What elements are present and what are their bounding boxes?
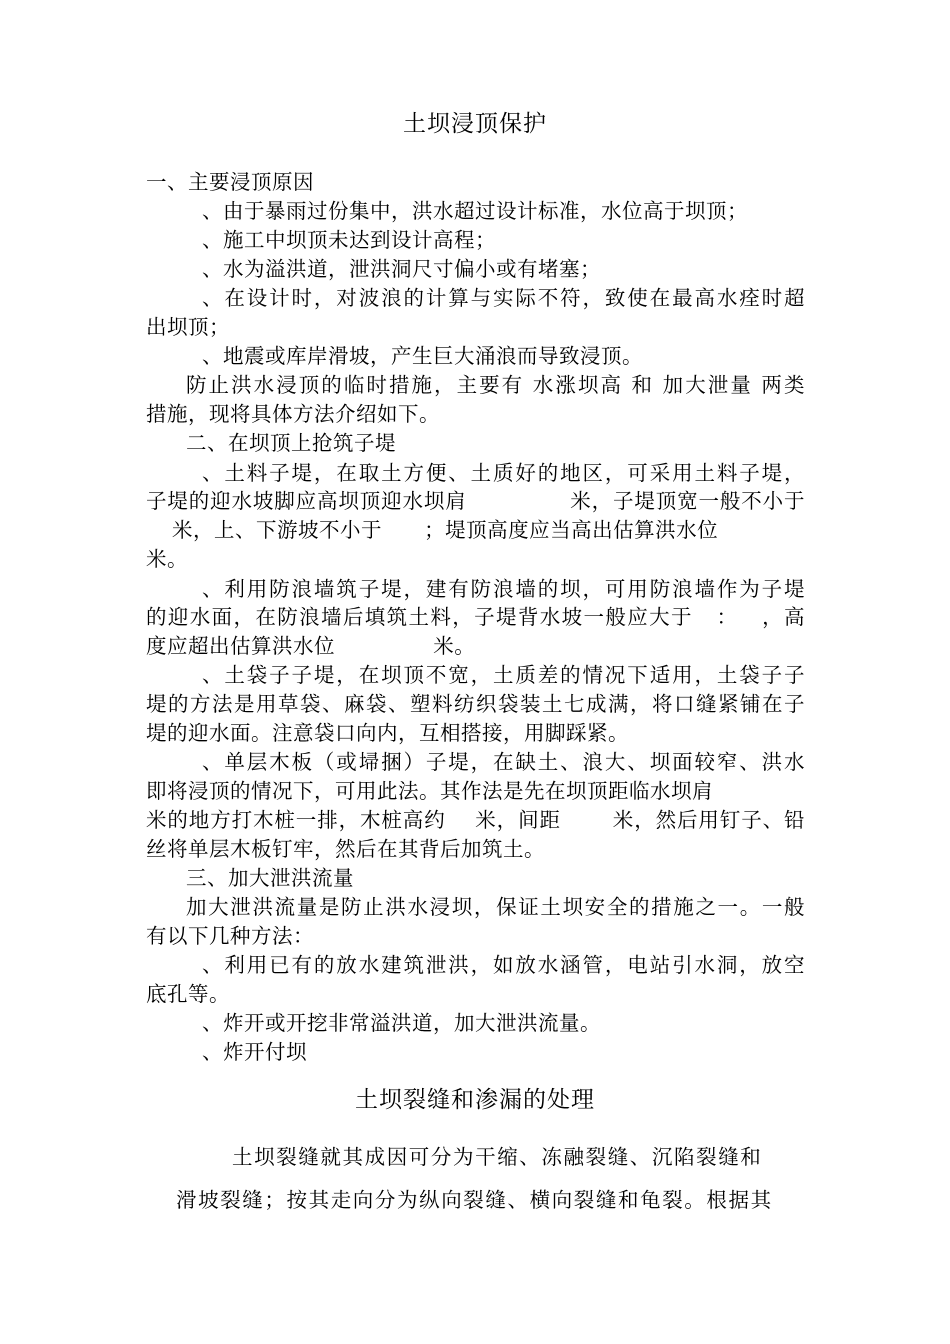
section-1-heading: 一、主要浸顶原因 [146, 170, 314, 194]
list-item-cont: 的迎水面，在防浪墙后填筑土料，子堤背水坡一般应大于 ： ，高 [146, 605, 805, 629]
list-item: 、利用防浪墙筑子堤，建有防浪墙的坝，可用防浪墙作为子堤 [202, 577, 805, 601]
list-item: 、施工中坝顶未达到设计高程； [202, 228, 496, 252]
list-item: 、土袋子子堤，在坝顶不宽，土质差的情况下适用，土袋子子 [202, 663, 805, 687]
doc-title-1: 土坝浸顶保护 [403, 111, 547, 137]
list-item: 、在设计时，对波浪的计算与实际不符，致使在最高水痊时超 [202, 286, 805, 310]
list-item-cont: 底孔等。 [146, 982, 230, 1006]
list-item-cont: 米的地方打木桩一排，木桩高约 米，间距 米，然后用钉子、铅 [146, 808, 805, 832]
list-item-cont: 子堤的迎水坡脚应高坝顶迎水坝肩 米，子堤顶宽一般不小于 [146, 489, 805, 513]
paragraph-cont: 滑坡裂缝；按其走向分为纵向裂缝、横向裂缝和龟裂。根据其 [176, 1188, 773, 1212]
list-item-cont: 堤的迎水面。注意袋口向内，互相搭接，用脚踩紧。 [146, 721, 629, 745]
list-item-cont: 米，上、下游坡不小于 ；堤顶高度应当高出估算洪水位 [172, 518, 719, 542]
paragraph: 防止洪水浸顶的临时措施，主要有 水涨坝高 和 加大泄量 两类 [186, 373, 805, 397]
list-item-cont: 度应超出估算洪水位 米。 [146, 634, 476, 658]
list-item: 、水为溢洪道，泄洪洞尺寸偏小或有堵塞； [202, 257, 601, 281]
paragraph-cont: 有以下几种方法： [146, 924, 314, 948]
doc-title-2: 土坝裂缝和渗漏的处理 [355, 1087, 595, 1113]
section-3-heading: 三、加大泄洪流量 [186, 866, 354, 890]
list-item-cont: 丝将单层木板钉牢，然后在其背后加筑土。 [146, 837, 545, 861]
list-item-cont: 米。 [146, 547, 188, 571]
paragraph: 土坝裂缝就其成因可分为干缩、冻融裂缝、沉陷裂缝和 [232, 1145, 763, 1169]
list-item: 、炸开或开挖非常溢洪道，加大泄洪流量。 [202, 1011, 601, 1035]
list-item: 、地震或库岸滑坡，产生巨大涌浪而导致浸顶。 [202, 344, 643, 368]
list-item: 、炸开付坝 [202, 1040, 307, 1064]
paragraph-cont: 措施，现将具体方法介绍如下。 [146, 402, 440, 426]
list-item-cont: 堤的方法是用草袋、麻袋、塑料纺织袋装土七成满，将口缝紧铺在子 [146, 692, 805, 716]
list-item-cont: 出坝顶； [146, 315, 230, 339]
list-item: 、由于暴雨过份集中，洪水超过设计标准，水位高于坝顶； [202, 199, 748, 223]
list-item-cont: 即将浸顶的情况下，可用此法。其作法是先在坝顶距临水坝肩 [146, 779, 713, 803]
paragraph: 加大泄洪流量是防止洪水浸坝，保证土坝安全的措施之一。一般 [186, 895, 805, 919]
list-item: 、土料子堤，在取土方便、土质好的地区，可采用土料子堤， [202, 461, 805, 485]
list-item: 、单层木板（或埽捆）子堤，在缺土、浪大、坝面较窄、洪水 [202, 750, 805, 774]
list-item: 、利用已有的放水建筑泄洪，如放水涵管，电站引水洞，放空 [202, 953, 805, 977]
section-2-heading: 二、在坝顶上抢筑子堤 [186, 431, 396, 455]
